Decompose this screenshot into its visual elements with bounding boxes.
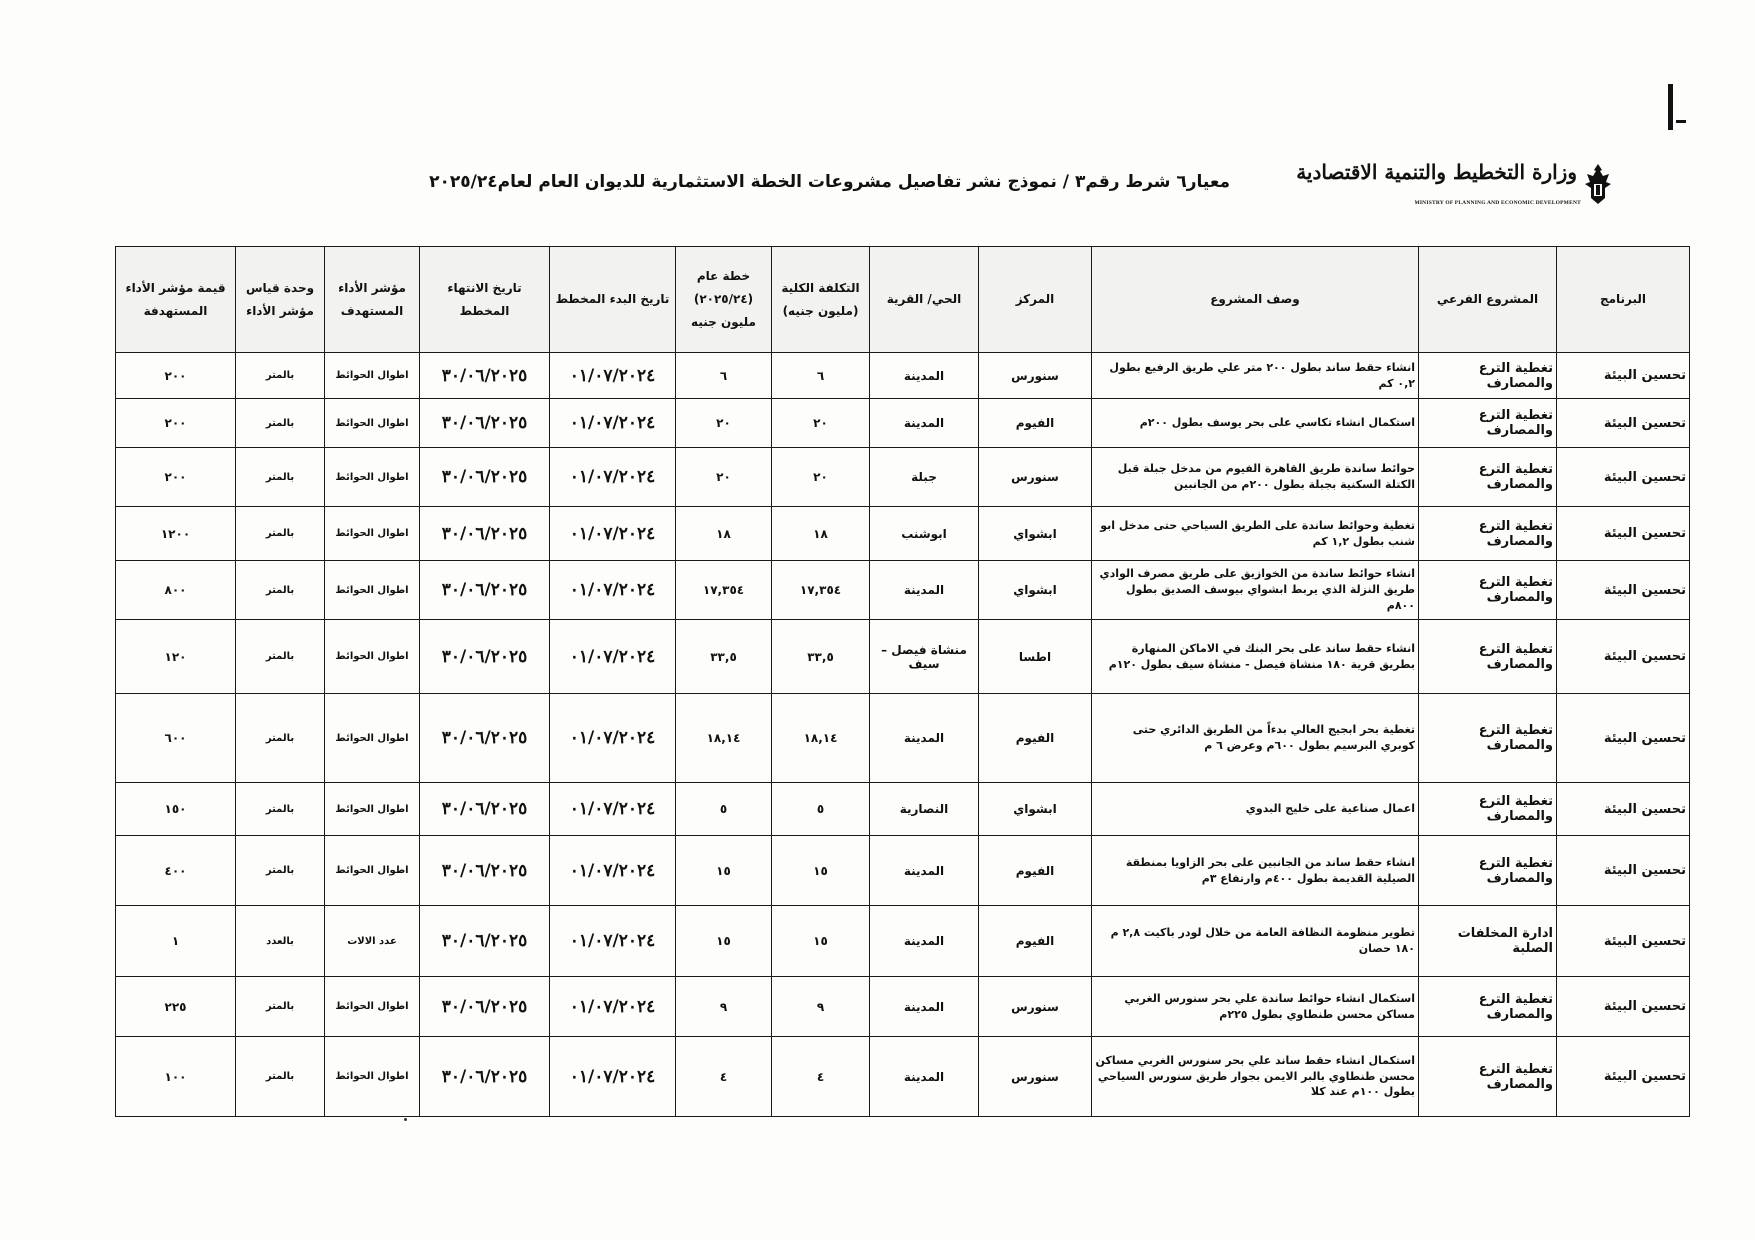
cell-target: ٢٢٥ xyxy=(116,977,236,1037)
cell-total-cost: ٦ xyxy=(772,353,870,399)
cell-village: النصارية xyxy=(870,783,979,836)
cell-markaz: الفيوم xyxy=(979,906,1092,977)
cell-description: انشاء حقط ساند بطول ٢٠٠ متر علي طريق الرفيع بطول ٠,٢ كم xyxy=(1092,353,1419,399)
cell-year-plan: ١٥ xyxy=(676,836,772,906)
cell-subproject: تغطية الترع والمصارف xyxy=(1419,977,1557,1037)
cell-start-date: ٠١/٠٧/٢٠٢٤ xyxy=(550,561,676,620)
cell-village: المدينة xyxy=(870,399,979,448)
cell-subproject: تغطية الترع والمصارف xyxy=(1419,1037,1557,1117)
cell-start-date: ٠١/٠٧/٢٠٢٤ xyxy=(550,620,676,694)
cell-markaz: الفيوم xyxy=(979,399,1092,448)
cell-description: تغطية بحر ابجيج العالي بدءاً من الطريق الدائري حتى كوبري البرسيم بطول ٦٠٠م وعرض ٦ م xyxy=(1092,694,1419,783)
cell-total-cost: ٢٠ xyxy=(772,399,870,448)
cell-start-date: ٠١/٠٧/٢٠٢٤ xyxy=(550,353,676,399)
cell-markaz: ابشواي xyxy=(979,783,1092,836)
cell-markaz: سنورس xyxy=(979,977,1092,1037)
cell-start-date: ٠١/٠٧/٢٠٢٤ xyxy=(550,507,676,561)
cell-year-plan: ٦ xyxy=(676,353,772,399)
cell-program: تحسين البيئة xyxy=(1557,448,1690,507)
cell-indicator: اطوال الحوائط xyxy=(325,399,420,448)
ministry-logo xyxy=(1296,158,1615,220)
table-row xyxy=(116,1037,1690,1117)
table-row xyxy=(116,906,1690,977)
cell-indicator: اطوال الحوائط xyxy=(325,620,420,694)
cell-markaz: الفيوم xyxy=(979,694,1092,783)
table-header-row xyxy=(116,247,1690,353)
table-row xyxy=(116,783,1690,836)
cell-unit: بالمتر xyxy=(236,783,325,836)
logo-arabic-text: وزارة التخطيط والتنمية الاقتصادية xyxy=(1296,160,1577,184)
cell-start-date: ٠١/٠٧/٢٠٢٤ xyxy=(550,694,676,783)
cell-year-plan: ٢٠ xyxy=(676,448,772,507)
scan-corner-dash xyxy=(1676,120,1686,123)
cell-indicator: اطوال الحوائط xyxy=(325,783,420,836)
cell-program: تحسين البيئة xyxy=(1557,561,1690,620)
cell-total-cost: ٥ xyxy=(772,783,870,836)
cell-markaz: الفيوم xyxy=(979,836,1092,906)
col-header-program: البرنامج xyxy=(1557,247,1690,353)
cell-total-cost: ٣٣,٥ xyxy=(772,620,870,694)
cell-unit: بالمتر xyxy=(236,620,325,694)
cell-village: المدينة xyxy=(870,977,979,1037)
cell-village: المدينة xyxy=(870,906,979,977)
cell-end-date: ٣٠/٠٦/٢٠٢٥ xyxy=(420,836,550,906)
cell-markaz: سنورس xyxy=(979,1037,1092,1117)
cell-village: المدينة xyxy=(870,353,979,399)
cell-target: ١٠٠ xyxy=(116,1037,236,1117)
cell-markaz: ابشواي xyxy=(979,561,1092,620)
cell-end-date: ٣٠/٠٦/٢٠٢٥ xyxy=(420,1037,550,1117)
cell-indicator: اطوال الحوائط xyxy=(325,448,420,507)
table-row xyxy=(116,620,1690,694)
col-header-subproject: المشروع الفرعي xyxy=(1419,247,1557,353)
cell-village: المدينة xyxy=(870,694,979,783)
cell-program: تحسين البيئة xyxy=(1557,906,1690,977)
cell-program: تحسين البيئة xyxy=(1557,353,1690,399)
cell-target: ١ xyxy=(116,906,236,977)
table-row xyxy=(116,399,1690,448)
cell-total-cost: ٩ xyxy=(772,977,870,1037)
cell-end-date: ٣٠/٠٦/٢٠٢٥ xyxy=(420,353,550,399)
cell-description: حوائط ساندة طريق القاهرة الفيوم من مدخل جبلة قبل الكتلة السكنية بجبلة بطول ٢٠٠م من الجانبين xyxy=(1092,448,1419,507)
cell-description: استكمال انشاء حقط ساند علي بحر سنورس الغربي مساكن محسن طنطاوي بالبر الايمن بجوار طريق سنورس السياحي بطول ١٠٠م عند كلا xyxy=(1092,1037,1419,1117)
cell-program: تحسين البيئة xyxy=(1557,620,1690,694)
cell-indicator: اطوال الحوائط xyxy=(325,836,420,906)
cell-program: تحسين البيئة xyxy=(1557,1037,1690,1117)
cell-indicator: اطوال الحوائط xyxy=(325,353,420,399)
table-row xyxy=(116,836,1690,906)
col-header-village: الحي/ القرية xyxy=(870,247,979,353)
cell-end-date: ٣٠/٠٦/٢٠٢٥ xyxy=(420,561,550,620)
cell-description: اعمال صناعية على خليج البدوي xyxy=(1092,783,1419,836)
cell-total-cost: ١٨,١٤ xyxy=(772,694,870,783)
table-row xyxy=(116,507,1690,561)
cell-year-plan: ٥ xyxy=(676,783,772,836)
cell-target: ١٢٠٠ xyxy=(116,507,236,561)
table-row xyxy=(116,977,1690,1037)
col-header-unit: وحدة قياس مؤشر الأداء xyxy=(236,247,325,353)
cell-unit: بالمتر xyxy=(236,1037,325,1117)
cell-year-plan: ١٨ xyxy=(676,507,772,561)
cell-start-date: ٠١/٠٧/٢٠٢٤ xyxy=(550,836,676,906)
col-header-year-plan: خطة عام (٢٠٢٥/٢٤) مليون جنيه xyxy=(676,247,772,353)
cell-subproject: تغطية الترع والمصارف xyxy=(1419,448,1557,507)
cell-village: ابوشنب xyxy=(870,507,979,561)
cell-year-plan: ١٧,٣٥٤ xyxy=(676,561,772,620)
cell-program: تحسين البيئة xyxy=(1557,507,1690,561)
cell-target: ٢٠٠ xyxy=(116,353,236,399)
scan-speck xyxy=(404,1118,407,1121)
cell-subproject: تغطية الترع والمصارف xyxy=(1419,694,1557,783)
cell-target: ٢٠٠ xyxy=(116,399,236,448)
table-row xyxy=(116,448,1690,507)
cell-unit: بالمتر xyxy=(236,977,325,1037)
cell-markaz: سنورس xyxy=(979,353,1092,399)
cell-indicator: عدد الالات xyxy=(325,906,420,977)
cell-subproject: تغطية الترع والمصارف xyxy=(1419,507,1557,561)
cell-unit: بالمتر xyxy=(236,836,325,906)
cell-program: تحسين البيئة xyxy=(1557,399,1690,448)
cell-description: انشاء حقط ساند من الجانبين على بحر الزاويا بمنطقة الصيلية القديمة بطول ٤٠٠م وارتفاع ٣م xyxy=(1092,836,1419,906)
cell-unit: بالمتر xyxy=(236,399,325,448)
cell-village: المدينة xyxy=(870,1037,979,1117)
cell-subproject: تغطية الترع والمصارف xyxy=(1419,399,1557,448)
cell-program: تحسين البيئة xyxy=(1557,836,1690,906)
cell-year-plan: ٤ xyxy=(676,1037,772,1117)
cell-village: المدينة xyxy=(870,561,979,620)
cell-year-plan: ٢٠ xyxy=(676,399,772,448)
col-header-target: قيمة مؤشر الأداء المستهدفة xyxy=(116,247,236,353)
cell-subproject: تغطية الترع والمصارف xyxy=(1419,620,1557,694)
cell-end-date: ٣٠/٠٦/٢٠٢٥ xyxy=(420,694,550,783)
cell-unit: بالمتر xyxy=(236,694,325,783)
cell-description: تغطية وحوائط ساندة على الطريق السياحي حتى مدخل ابو شنب بطول ١,٢ كم xyxy=(1092,507,1419,561)
cell-subproject: تغطية الترع والمصارف xyxy=(1419,836,1557,906)
cell-indicator: اطوال الحوائط xyxy=(325,561,420,620)
cell-total-cost: ٤ xyxy=(772,1037,870,1117)
cell-total-cost: ٢٠ xyxy=(772,448,870,507)
cell-end-date: ٣٠/٠٦/٢٠٢٥ xyxy=(420,507,550,561)
table-row xyxy=(116,561,1690,620)
cell-target: ١٥٠ xyxy=(116,783,236,836)
cell-target: ٨٠٠ xyxy=(116,561,236,620)
cell-description: تطوير منظومة النظافة العامة من خلال لودر باكيت ٢,٨ م ١٨٠ حصان xyxy=(1092,906,1419,977)
cell-target: ١٢٠ xyxy=(116,620,236,694)
cell-end-date: ٣٠/٠٦/٢٠٢٥ xyxy=(420,783,550,836)
cell-year-plan: ٩ xyxy=(676,977,772,1037)
cell-unit: بالمتر xyxy=(236,353,325,399)
col-header-markaz: المركز xyxy=(979,247,1092,353)
cell-year-plan: ١٥ xyxy=(676,906,772,977)
cell-markaz: ابشواي xyxy=(979,507,1092,561)
cell-total-cost: ١٨ xyxy=(772,507,870,561)
cell-end-date: ٣٠/٠٦/٢٠٢٥ xyxy=(420,977,550,1037)
cell-village: منشاة فيصل – سيف xyxy=(870,620,979,694)
cell-total-cost: ١٥ xyxy=(772,836,870,906)
cell-start-date: ٠١/٠٧/٢٠٢٤ xyxy=(550,448,676,507)
cell-village: جبلة xyxy=(870,448,979,507)
cell-unit: بالمتر xyxy=(236,448,325,507)
table-row xyxy=(116,694,1690,783)
cell-end-date: ٣٠/٠٦/٢٠٢٥ xyxy=(420,399,550,448)
cell-target: ٢٠٠ xyxy=(116,448,236,507)
cell-program: تحسين البيئة xyxy=(1557,977,1690,1037)
cell-end-date: ٣٠/٠٦/٢٠٢٥ xyxy=(420,448,550,507)
cell-description: استكمال انشاء تكاسي على بحر يوسف بطول ٢٠٠م xyxy=(1092,399,1419,448)
cell-unit: بالعدد xyxy=(236,906,325,977)
cell-markaz: سنورس xyxy=(979,448,1092,507)
cell-indicator: اطوال الحوائط xyxy=(325,507,420,561)
cell-unit: بالمتر xyxy=(236,561,325,620)
col-header-indicator: مؤشر الأداء المستهدف xyxy=(325,247,420,353)
cell-village: المدينة xyxy=(870,836,979,906)
col-header-description: وصف المشروع xyxy=(1092,247,1419,353)
cell-total-cost: ١٥ xyxy=(772,906,870,977)
cell-indicator: اطوال الحوائط xyxy=(325,1037,420,1117)
cell-start-date: ٠١/٠٧/٢٠٢٤ xyxy=(550,783,676,836)
projects-table xyxy=(115,246,1690,1117)
col-header-total-cost: التكلفة الكلية (مليون جنيه) xyxy=(772,247,870,353)
cell-program: تحسين البيئة xyxy=(1557,694,1690,783)
cell-start-date: ٠١/٠٧/٢٠٢٤ xyxy=(550,1037,676,1117)
cell-description: انشاء حوائط ساندة من الخوازيق على طريق مصرف الوادي طريق النزلة الذي يربط ابشواي بيوسف الصديق بطول ٨٠٠م xyxy=(1092,561,1419,620)
page-title: معيار٦ شرط رقم٣ / نموذج نشر تفاصيل مشروعات الخطة الاستثمارية للديوان العام لعام٢٠٢٥/٢٤ xyxy=(429,172,1230,192)
cell-subproject: تغطية الترع والمصارف xyxy=(1419,561,1557,620)
cell-subproject: تغطية الترع والمصارف xyxy=(1419,353,1557,399)
cell-subproject: تغطية الترع والمصارف xyxy=(1419,783,1557,836)
cell-start-date: ٠١/٠٧/٢٠٢٤ xyxy=(550,399,676,448)
cell-markaz: اطسا xyxy=(979,620,1092,694)
cell-year-plan: ١٨,١٤ xyxy=(676,694,772,783)
cell-target: ٤٠٠ xyxy=(116,836,236,906)
cell-start-date: ٠١/٠٧/٢٠٢٤ xyxy=(550,977,676,1037)
cell-indicator: اطوال الحوائط xyxy=(325,977,420,1037)
col-header-end-date: تاريخ الانتهاء المخطط xyxy=(420,247,550,353)
cell-start-date: ٠١/٠٧/٢٠٢٤ xyxy=(550,906,676,977)
table-row xyxy=(116,353,1690,399)
cell-year-plan: ٣٣,٥ xyxy=(676,620,772,694)
eagle-emblem-icon xyxy=(1581,162,1615,208)
cell-description: استكمال انشاء حوائط ساندة علي بحر سنورس الغربي مساكن محسن طنطاوي بطول ٢٢٥م xyxy=(1092,977,1419,1037)
scan-corner-mark xyxy=(1668,84,1673,130)
cell-target: ٦٠٠ xyxy=(116,694,236,783)
cell-description: انشاء حقط ساند على بحر البنك في الاماكن المنهارة بطريق قرية ١٨٠ منشاة فيصل - منشاة سيف بطول ١٢٠م xyxy=(1092,620,1419,694)
cell-subproject: ادارة المخلفات الصلبة xyxy=(1419,906,1557,977)
logo-english-text: MINISTRY OF PLANNING AND ECONOMIC DEVELOPMENT xyxy=(1414,200,1581,206)
cell-program: تحسين البيئة xyxy=(1557,783,1690,836)
cell-unit: بالمتر xyxy=(236,507,325,561)
col-header-start-date: تاريخ البدء المخطط xyxy=(550,247,676,353)
cell-end-date: ٣٠/٠٦/٢٠٢٥ xyxy=(420,906,550,977)
cell-end-date: ٣٠/٠٦/٢٠٢٥ xyxy=(420,620,550,694)
cell-total-cost: ١٧,٣٥٤ xyxy=(772,561,870,620)
cell-indicator: اطوال الحوائط xyxy=(325,694,420,783)
